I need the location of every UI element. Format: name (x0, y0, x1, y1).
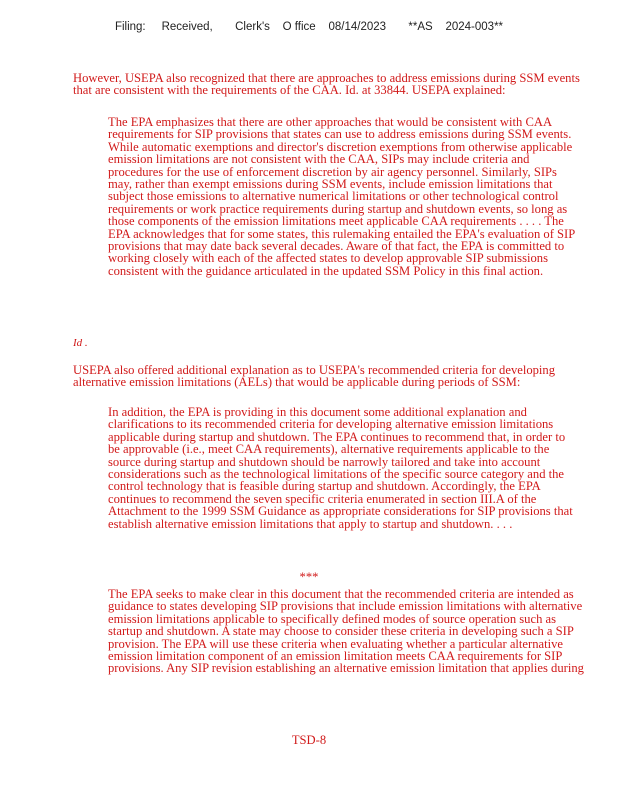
block-quote-1-text: The EPA emphasizes that there are other approaches that would be consistent with CAA requirements for SIP provisions that states can use to address emissions during SSM events. While automatic exemptions and director's discretion exemptions from otherwise applicable emission limitations are not consistent with the CAA, SIPs may include criteria and procedures for the use of enforcement discretion by air agency personnel. Similarly, SIPs may, rather than exempt emissions during SSM events, include emission limitations that subject those emissions to alternative numerical limitations or other technological control requirements or work practice requirements during startup and shutdown events, so long as those components of the emission limitations meet applicable CAA requirements . . . . The EPA acknowledges that for some states, this rulemaking entailed the EPA's evaluation of SIP provisions that may date back several decades. Aware of that fact, the EPA is committed to working closely with each of the affected states to develop approvable SIP submissions consistent with the guidance articulated in the updated SSM Policy in this final action. (108, 115, 575, 278)
block-quote-1 (108, 116, 578, 277)
block-quote-3 (108, 588, 588, 675)
block-quote-3-text: The EPA seeks to make clear in this document that the recommended criteria are intended as guidance to states developing SIP provisions that include emission limitations with alternative emission limitations applicable to specifically defined modes of source operation such as startup and shutdown. A state may choose to consider these criteria in developing such a SIP provision. The EPA will use these criteria when evaluating whether a particular alternative emission limitation component of an emission limitation meets CAA requirements for SIP provisions. Any SIP revision establishing an alternative emission limitation that applies during (108, 587, 584, 676)
page-number: TSD-8 (291, 733, 327, 747)
paragraph-ael-text: USEPA also offered additional explanation as to USEPA's recommended criteria for developing alternative emission limitations (AELs) that would be applicable during periods of SSM: (73, 363, 556, 390)
block-quote-2-text: In addition, the EPA is providing in this document some additional explanation and clarifications to its recommended criteria for developing alternative emission limitations applicable during startup and shutdown. The EPA continues to recommend that, in order to be approvable (i.e., meet CAA requirements), alternative requirements applicable to the source during startup and shutdown should be narrowly tailored and take into account considerations such as the technological limitations of the specific source category and the control technology that is feasible during startup and shutdown. Accordingly, the EPA continues to recommend the seven specific criteria enumerated in section III.A of the Attachment to the 1999 SSM Guidance as appropriate considerations for SIP provisions that establish alternative emission limitations that apply to startup and shutdown. . . . (108, 405, 573, 531)
paragraph-intro (73, 72, 593, 97)
paragraph-ael (73, 364, 593, 389)
ellipsis-stars: *** (299, 570, 319, 584)
citation-id: Id . (73, 337, 88, 349)
paragraph-intro-text: However, USEPA also recognized that there are approaches to address emissions during SSM events that are consistent with the requirements of the CAA. Id. at 33844. USEPA explained: (73, 71, 580, 98)
filing-header: Filing: Received, Clerk's O ffice 08/14/2023 **AS 2024-003** (114, 21, 504, 33)
block-quote-2 (108, 406, 578, 530)
